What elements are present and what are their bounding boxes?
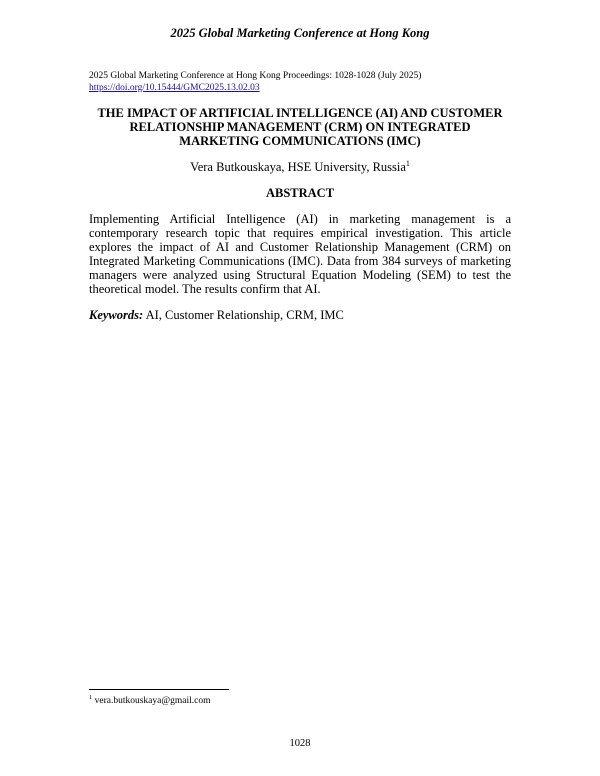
author-line (89, 160, 511, 175)
doi-link[interactable]: https://doi.org/10.15444/GMC2025.13.02.03 (89, 82, 260, 93)
footnote-divider (89, 689, 229, 690)
footnote (89, 693, 211, 706)
running-header: 2025 Global Marketing Conference at Hong Kong (170, 26, 430, 40)
author-text: Vera Butkouskaya, HSE University, Russia (190, 160, 406, 174)
page-number: 1028 (289, 738, 311, 749)
keywords-line (89, 308, 511, 323)
footnote-mark: 1 (89, 693, 93, 701)
abstract-body: Implementing Artificial Intelligence (AI) in marketing management is a contemporary research topic that requires empirical investigation. This article explores the impact of AI and Customer Relationship Management (CRM) on Integrated Marketing Communications (IMC). Data from 384 surveys of marketing managers were analyzed using Structural Equation Modeling (SEM) to test the theoretical model. The results confirm that AI. (89, 212, 511, 296)
author-footnote-mark: 1 (405, 158, 410, 168)
footnote-email: vera.butkouskaya@gmail.com (94, 696, 211, 706)
proceedings-citation: 2025 Global Marketing Conference at Hong Kong Proceedings: 1028-1028 (July 2025) (89, 71, 422, 81)
proceedings-info (89, 71, 421, 94)
keywords-text: AI, Customer Relationship, CRM, IMC (145, 308, 344, 322)
keywords-label: Keywords: (89, 308, 144, 322)
abstract-heading: ABSTRACT (265, 186, 335, 200)
paper-title: THE IMPACT OF ARTIFICIAL INTELLIGENCE (AI) AND CUSTOMER RELATIONSHIP MANAGEMENT (CRM) ON INTEGRATED MARKETING COMMUNICATIONS (IMC) (97, 106, 503, 148)
